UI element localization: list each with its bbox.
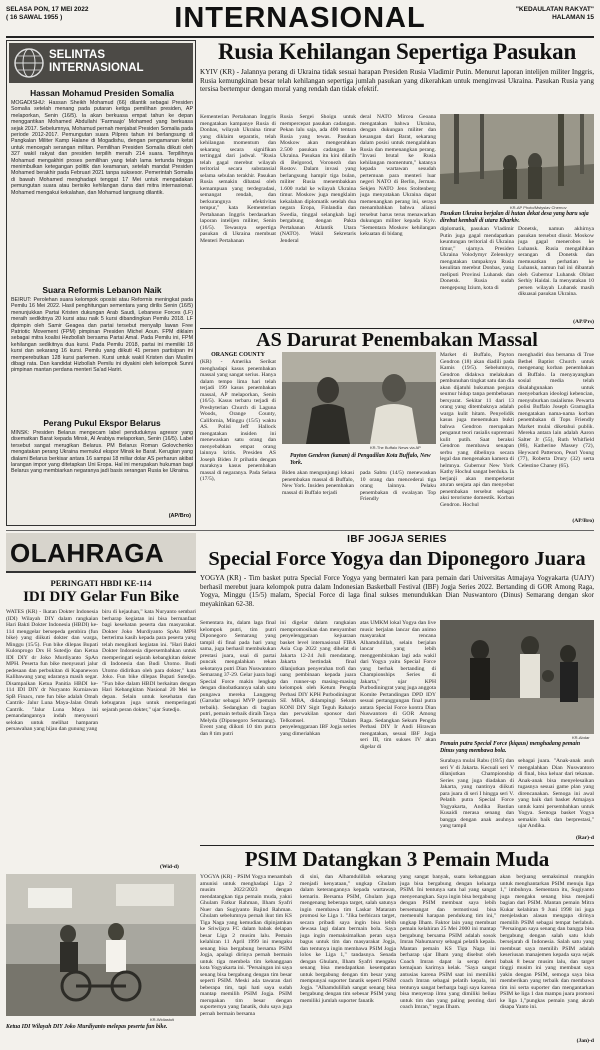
sf-col4: Surabaya mulai Rabu (18/5) dan seri V di Jakarta. Kecuali seri V dilanjutkan Championship Series yang juga diadakan di Jakarta, yang nantinya diikuti para juara di seri I hingga seri V. Pelatih putra Special Force Yogyakarta, Andika Bastian Kusaidi merasa senang dan bangga dengan anak asuhnya yang tampil [440,758,514,829]
olahraga-caption: Ketua IDI Wilayah DIY Joko Murdiyanto melepas peserta fun bike. [6,1024,168,1030]
psim-col1: YOGYA (KR) - PSIM Yogya menambah amunisi untuk menghadapi Liga 2 musim 2022/2023 dengan mendatangkan tiga pemain muda, yakni Ghulam Fatkur Rahman, Ilham Syafri Nuer dan Sugiyanto Bajind Rahman. Ghulam sebelumnya pernah ikut tim KS Tiga Naga yang kemudian dipinjamkan ke Sriwijaya FC dalam babak delapan besar Liga 2 musim lalu. Pemain kelahiran 11 April 1999 ini mengaku senang bisa bergabung bersama PSIM Jogja, apalagi dirinya pernah bermain untuk tiga membela tim kebanggaan kota Yogyakarta ini. "Persaingan ini saya senang bisa bergabung dengan tim besar seperti PSIM. Meski ada tawaran dari beberapa tim, tapi hati saya sudah mantap memilih PSIM Jogja. PSIM merupakan tim besar dengan suporternya yang fanatik, dulu saya juga pernah bermain bersama [200,874,292,1017]
masthead-rule [6,36,594,38]
newspaper-name: "KEDAULATAN RAKYAT" [515,6,594,13]
olahraga-photo [6,874,196,1016]
selintas-label-box [9,43,193,83]
sf-col2: ini digelar dalam rangkaian mempromosikan dan menyambut penyelenggaraan kejuaraan basket level internasional FIBA Asia Cup 2022 yang dihelat di Jakarta 12-24 Juli mendatang. Jakarta bertindak final dilanjutkan penyerahan trofi dan uang pembinaan kepada juara dan runner-up masing-masing kelompok oleh Ketum Pengda Perbasi DIY KPH Purbodiningrat SE MBA, didampingi Sekum KONI DIY Sigit Teguh Raharjo dan perwakilan sponsor dari Telkomsel. "Dalam penyelenggaraan IBF Jogja series yang dimeriahkan [280,620,356,737]
selintas-item3-title: Perang Pukul Ekspor Belarus [43,418,161,428]
selintas-credit: (AP/Bro) [168,513,191,519]
sf-photo [440,620,594,734]
as-photo [282,352,436,444]
as-headline: AS Darurat Penembakan Massal [256,329,538,351]
sf-col5: sebagai juara. "Anak-anak asuh mengalahkan Dian Nuswantoro di final, bisa keluar dari tekanan. Anak-anak bisa menyelesaikan tugasnya sesuai game plan yang direncanakan. Semoga ini awal yang baik dari basket Atmajaya untuk kami persembahkan untuk Yogya. Semoga basket Yogya semakin baik dan berprestasi," ujar Andika. [518,758,594,829]
rusia-caption: Pasukan Ukraina berjalan di hutan dekat desa yang baru saja direbut kembali di utara Kharkiv. [440,211,589,224]
psim-credit: (Jan)-d [576,1038,594,1044]
section-title: INTERNASIONAL [174,2,426,34]
rusia-credit: (AP/Prs) [573,319,594,325]
rusia-headline: Rusia Kehilangan Sepertiga Pasukan [217,39,577,64]
globe-icon [13,46,45,80]
olahraga-col2: biru di kejauhan," kata Nuryanto sembari berharap kegiatan ini bisa bermanfaat bagi kesehatan peserta dan masyarakat. Dokter Joko Murdiyanto SpAn MPH berterima kasih kepada para peserta yang telah mengikuti kegiatan ini. "Hari Bakti Dokter Indonesia dipersembahkan untuk memperingati sejarah kebangkitan dokter di Indonesia dan Budi Utomo. Budi Utomo didirikan oleh para dokter," kata Joko. Fun bike dilepas Bupati Sutedjo. "Fun bike dalam HBDI berkaitan dengan Hari Kebangkitan Nasional 20 Mei ke depan. Selain untuk kesehatan dan kebugaran juga untuk memperingati sejarah peran dokter," ujar Sutedjo. [102,609,196,713]
masthead-right-block [470,6,594,21]
rusia-col5: Donetsk, namun akhirnya pasukan tersebut diusir. Moskow juga gagal menerobos ke Luhansk. Rusia mengalihkan serangan di Donetsk dan memusatkan perhatian ke Luhansk, namun hal ini dibantah oleh Gubernur Luhansk Oblast Serhiy Haidai. Ia menyatakan 10 persen wilayah Luhansk masih dikuasai pasukan Ukraina. [518,226,594,297]
masthead-date-block [6,6,136,21]
as-col2: Biden akan mengunjungi lokasi penembakan massal di Buffalo, New York. Insiden penembakan massal di Buffalo terjadi [282,470,354,496]
issue-date: SELASA PON, 17 MEI 2022 [6,6,89,13]
psim-headline: PSIM Datangkan 3 Pemain Muda [244,847,550,871]
sf-lead: YOGYA (KR) - Tim basket putra Special Force Yogya yang bermateri kan para pemain dari Universitas Atmajaya Yogyakarta (UAJY) berhasil merebut juara kelompok putra dalam Indonesian Basketball Festival (IBF) Jogja Series 2022. Bertanding di GOR Among Raga, Yogya, Minggu (15/5) malam, Special Force di laga final sukses menundukkan Dian Nuswantoro (Dinus) Semarang dengan skor meyakinkan 62-38. [200,574,594,608]
rusia-col3: deral NATO Mircea Geoana mengatakan bahwa Ukraina, dengan dukungan militer dan keuangan dari Barat, sekarang dalam posisi untuk mengalahkan Rusia dan memenangkan perang. "Invasi brutal ke Rusia kehilangan momentum," katanya kepada wartawan sesudah pertemuan para menteri luar negeri NATO di Berlin, Jerman. Sekjen NATO Jens Stoltenberg juga menyatakan Ukraina dapat memenangkan perang ini, seraya menambahkan bahwa aliansi tersebut harus terus menawarkan dukungan militer kepada Kyiv. "Sementara Moskow kehilangan kekuatan di bidang [360,114,436,237]
rusia-col1: Kementerian Pertahanan Inggris mengatakan kampanye Rusia di Donbas, wilayah Ukraina timur yang diklaim separatis, telah kehilangan momentum dan sekarang secara signifikan tertinggal dari jadwal. "Rusia telah gagal merebut wilayah teritorial secara substansial selama sebulan terakhir. Pasukan Rusia semakin dibatasi oleh kemampuan yang terdegradasi, semangat rendah, dan berkurangnya efektivitas tempur," kata Kementerian Pertahanan Inggris berdasarkan laporan intelijen militer, Senin (16/5). Tewasnya sepertiga pasukan di Ukraina membuat Menteri Pertahanan [200,114,276,244]
rusia-col4: diplomatik, pasukan Vladimir Putin juga gagal mendapatkan keuntungan teritorial di Ukraina timur," ujarnya. Presiden Ukraina Volodymyr Zelenskyy mengatakan tampaknya Rusia kesulitan merebut Donbas, yang meliputi Provinsi Luhansk dan Donetsk. Rusia sudah mengepung Izium, kota di [440,226,514,291]
selintas-item3-body: MINSK: Presiden Belarus mengecam label penduduknya agresor yang disematkan Barat kepada Minsk, Al Arabiya melaporkan, Senin (16/5). Label tersebut sangat merugikan Belarus. PM Belarus Roman Golovchenko mengatakan perang Ukraina memukul ekspor Minsk ke Barat. Kerugian yang dialami Belarus berkisar antara 16 sampai 18 miliar dolar AS perharun akibat larangan impor yang ditetapkan Uni Eropa. Hal ini merupakan hukuman bagi Belarus yang membiarkan negaranya jadi basis serangan Rusia ke Ukraina. [11,430,193,475]
as-photo-credit: KR-The Buffalo News via AP [370,445,421,450]
as-col1: (KR) - Amerika Serikat menghadapi kasus penembakan massal yang sangat serius. Hanya dalam tempo lima hari telah terjadi 199 kasus penembakan massal, AP melaporkan, Senin (16/5). Kasus terbaru terjadi di Presbyterian Church di Laguna Woods, Orange County, California, Minggu (15/5) waktu AS. Polisi Jeff Hallock mengatakan insiden ini menewaskan satu orang dan menyebabkan empat orang lainnya kritis. Presiden AS Joseph Biden Jr prihatin dengan maraknya kasus penembakan massal di negaranya. Pada Selasa (17/5), [200,359,276,482]
sf-caption: Pemain putra Special Force (kiqaus) menghadang pemain Dinus yang membawa bola. [440,741,581,754]
psim-col2: di sini, dan Alhamdulillah sekarang menjadi kenyataan," ungkap Ghulam dalam keterangannya kepada wartawan, kemarin. Bersama PSIM, Ghulam juga mengenang beberapa target, salah satunya ingin membawa tim Laskar Mataram promosi ke Liga 1. "Jika berbicara target, secara pribadi saya ingin bisa lebih dewasa lagi dalam bermain bola. Saya juga ingin memaksimalkan peran saya bagus untuk tim dan masyarakat Jogja, dan tentunya ingin membawa PSIM Jogja lolos ke Liga 1," tandasnya. Senada dengan Ghulam, Ilham Syafri mengaku senang bisa mendapatkan kesempatan untuk bergabung dengan tim besar yang mempunyai suporter fanatik seperti PSIM Jogja. "Alhamdulillah sangat senang bisa bergabung dengan tim sebesar PSIM yang memiliki jumlah suporter fanatik [300,874,396,1004]
sf-credit: (Rar)-d [575,835,594,841]
as-col3: pada Sabtu (14/5) menewaskan 10 orang dan mencederai tiga orang lainnya. Pelaku penembakan di swalayan Top Friendly [360,470,436,502]
sf-photo-credit: KR-Abdar [572,735,590,740]
as-dateline: ORANGE COUNTY [211,352,265,358]
rusia-photo-credit: KR-AP Photo/Mstyslav Chernov [510,205,567,210]
selintas-label: SELINTAS INTERNASIONAL [49,49,144,74]
psim-col3: yang sangat banyak, suatu kebanggaan juga bisa bergabung dengan keluarga PSIM. Ini tentunya satu hal yang sangat menyenangkan. Saya ingin bisa bergabung dengan PSIM membuat saya lebih bersemangat dan termotivasi bisa memenuhi harapan pendukung tim ini," ungkap Ilham. Faktor lain yang membuat pemain kelahiran 25 Mei 2000 ini mantap bergabung bersama PSIM adalah sosok Imran Nahumarury sebagai pelatih kepala. Mantan pemain KS Tiga Naga ini berharap ujar Ilham yang disebut oleh Coach Imran dapat ia serap demi kemajuan karirnya kelak. "Saya sangat antusias karena PSIM saat ini memiliki coach Imran sebagai pelatih kepala, ini tentunya sangat berharga bagi saya karena bisa menyerap ilmu yang dimiliki beliau untuk tim dan yang paling penting dari coach Imran," tegas Ilham. [400,874,496,1010]
selintas-item1-body: MOGADISHU: Hassan Sheikh Mohamud (66) dilantik sebagai Presiden Somalia setelah menang pada putaran ketiga pemilihan presiden, AP melaporkan, Senin (16/5). Ia akan berkuasa empat tahun ke depan menggantikan Mohamed Abdullahi 'Farmaajo' Mohamed yang berkuasa sejak 2017. Sebelumnya, Mohamud pernah menjabat Presiden Somalia pada periode 2012-2017. Pemungutan suara Pilpres tahun ini berlangsung di Pangkalan Militer Kamp Halane di Mogadishu, dengan pengamanan ketat untuk mencegah serangan militan. Pemilihan Presiden Somalia diikuti oleh 327 wakil rakyat dan presiden terpilih meraih 214 suara. Terpilihnya Mohamud mengakhiri proses pemilihan yang telah lama tertunda hingga menimbulkan ketegangan politik dan keamanan, setelah mandat Presiden Mohamed berakhir pada Februari 2021 tanpa suksesor. Pemerintah Somalia di bawah Mohamed menghadapi tenggat 17 Mei untuk mengadakan pemungutan suara atau berisiko kehilangan dana dari mitra internasional. Mohamed mengakui kekalahan, dan Mohamud langsung dilantik. [11,100,193,196]
olahraga-kicker: PERINGATI HBDI KE-114 [50,578,152,588]
selintas-item2-body: BEIRUT: Perolehan suara kelompok oposisi atau Reformis meningkat pada Pemilu 16 Mei 2022. Hasil penghitungan sementara yang dirilis Senin (16/5) menunjukkan Partai Kristen dukungan Arab Saudi, Lebanese Forces (LF) meraih sedikitnya 20 kursi atau naik 5 kursi dibandingkan Pemilu 2018. LF dipimpin oleh Samir Geagea dan partai tersebut menyalip lawan Free Patriotic Movement (FPM) pimpinan Presiden Michel Aoun. FPM diklaim sebagai mitra koalisi Hezbollah bersama Partai Amal. Pada Pemilu ini, FPM kehilangan sedikitnya dua kursi. Pada Pemilu 2018, partai ini memiliki 18 kursi dan sekarang 16 kursi. Pemilu yang diikuti 41 persen partisipan ini memperebutkan 128 kursi parlemen. Kursi untuk wakil Kristen dan Muslim dibagi rata. Dan kandidat Hizbollah Pemilu ini diyakini oleh kelompok Sunni pimpinan mantan perdana menteri Sa'ad Hariri. [11,297,193,374]
olahraga-headline: IDI DIY Gelar Fun Bike [23,589,179,605]
as-col4: Market di Buffalo, Payton Gendron (18) akan diadili pada Kamis (19/5). Sebelumnya, Gendron didakwa melakukan pembunuhan tingkat satu dan dia akan dijatuhi hukuman penjara seumur hidup tanpa pembebasan bersyarat. Sekitar 11 dari 13 orang yang ditembaknya adalah warga kulit hitam. Penyelidik kasus juga menemukan bukti bahwa Gendron merupakan penganut teori rasialis supremasi kulit putih. Saat beraksi Gendron membawa senapan serbu yang dibelinya secara legal dan mengenakan kamera di helmnya. Gubernur New York Kathy Hochul sangat berduka. Ia berjanji akan memperketat aturan senjata api dan menyebut penembakan tersebut sebagai aksi terorisme domestik. Korban Gendron. Hochul [440,352,514,508]
rusia-col2: Rusia Sergei Shoigu untuk mempercepat pasukan cadangan. Pekan lalu saja, ada 400 tentara Rusia yang tewas. Pasukan Moskow akan mengerahkan 2.500 pasukan cadangan ke Ukraina. Pasukan itu kini dilatih di Belgorod, Voronezh dan Rostov. Dalam invasi yang berlangsung hampir tiga bulan, militer Rusia menembakkan 1.600 rudal ke wilayah Ukraina timur. Moskow juga mengklaim kekalahan diplomatik setelah dua negara Eropa, Finlandia dan Swedia, tinggal selangkah lagi bergabung dengan Pakta Pertahanan Atlantik Utara (NATO). Wakil Sekretaris Jenderal [280,114,356,244]
page-number: HALAMAN 15 [552,14,594,21]
rusia-photo [440,114,594,204]
issue-hijri-date: ( 16 SAWAL 1955 ) [6,14,63,21]
olahraga-label: OLAHRAGA [10,538,165,568]
selintas-sidebar [6,40,196,526]
selintas-item1-title: Hassan Mohamud Presiden Somalia [30,88,174,98]
sf-headline: Special Force Yogya dan Diponegoro Juara [208,548,586,570]
sf-col3: atas UMKM lokal Yogya dan live music berjalan lancar dan animo masyarakat rencana Alhamdulillah, selain berjalan lancar yang lebih menggembirakan lagi ada wakil dari Yogya yaitu Special Force yang berhak bertanding di Championships Series di Jakarta," ujar KPH Purbodiningrat yang juga anggota Komite Pertandingan DPD IDY sesuai pertanggungan final putra antara Special Force kontra Dian Nuswantoro di GOR Among Raga. Sedangkan Sekum Pengda Perbasi DIY Ir Andi Hirawan mengatakan, sesuai IBF Jogja seri III, tim sukses IV akan digelar di [360,620,436,750]
olahraga-photo-credit: KR-Widiastuti [150,1017,175,1022]
as-caption: Payton Gendron (kanan) di Pengadilan Kota Buffalo, New York. [290,453,431,466]
olahraga-col1: WATES (KR) - Ikatan Dokter Indonesia (IDI) Wilayah DIY dalam rangkaian Hari Bakti Dokter Indonesia (HBDI) ke-114 menggelar bersepeda gembira (fun bike) yang diikuti dokter dan warga, Minggu (15/5). Fun bike dilepas Bupati Kulonprogo Drs H Sutedjo dan Ketua IDI DIY dr Joko Murdiyanto SpAn MPH. Peserta fun bike menyusuri jalur pedesaan dan perbukitan di Kapanewon Kalibawang yang udaranya masih segar. Disampaikan Ketua Panitia HBDI ke-114 IDI DIY dr Nuryanto Kurniawan SpB Finacs, rute fun bike adalah Omah Cantrik- Jalur Luna Maya-Jalan Omah Cantrik. "Jalur Luna Maya ini pemandangannya indah menyusuri selokan untuk melihat hamparan persawahan yang hijau dan gunung yang [6,609,98,732]
selintas-item2-title: Suara Reformis Lebanon Naik [42,285,162,295]
sf-col1: Sementara itu, dalam laga final kelompok putri, tim putri Diponegoro Semarang yang tampil di final pada hari yang sama, juga berhasil membukukan prestasi juara, usai di partai puncak mengalahkan rekan sekotanya putri Dian Nuswantoro Semarang 37-29. Gelar juara bagi Special Force makin lengkap dengan dinobatkannya salah satu pungawa mereka Langgeng (Garudar sebagai MVP (pemain terbaik). Sedangkan di bagian putri, pemain terbaik diraih Tasya Melyda (Diponegoro Semarang). Event yang diikuti 10 tim putra dan 8 tim putri [200,620,276,737]
section-divider [6,530,594,531]
psim-col4: akan berjuang semaksimal mungkin untuk menghantarkan PSIM menuju liga 1," imbuhnya. Sementara itu, Sugiyanto juga mengaku senang bisa menjadi bagian dari PSIM. Mantan pemain Mitra Kukar kelahiran 9 Juni 1998 ini juga menjelaskan alasan mengapa dirinya memilih PSIM sebagai tempat berlabuh. "Persaingan saya senang dan bangga bisa bergabung dengan salah satu klub bersejarah di Indonesia. Salah satu yang membuat saya memilih PSIM adalah keseriusan manajemen kepada saya sejak babak 8 besar musim lalu, dan target tinggi musim ini yang membuat saya yakin dengan PSIM, semoga saya bisa memberikan yang terbaik dan membawa tim ini serta suporter dan mengantarkan PSIM ke liga 1 dan mampu juara promosi ke liga 1,"pungkas pemain yang akrab disapa Yanto ini. [500,874,594,1010]
as-col5: menghadiri doa bersama di True Bethel Baptist Church untuk mengenang korban penembakan di Buffalo. Ia menyayangkan sosial media telah disalahgunakan untuk menyebarkan ideologi kebencian, menyuburkan rasialisme. Pewarta polisi Buffalo Joseph Gramaglia mengatakan nama-nama korban penembakan di Tops Friendly Market mulai diketahui publik. Mereka antara lain adalah Aaron Salter Jr (55), Ruth Whitfield (86), Katherine Massey (72), Heyward Patterson, Pearl Young (77), Roberta Drury (32) serta Celestine Chaney (65). [518,352,594,469]
olahraga-credit: (Wid-d) [160,864,179,870]
as-credit: (AP/Bro) [572,518,594,524]
rusia-lead: KYIV (KR) - Jalannya perang di Ukraina tidak sesuai harapan Presiden Rusia Vladimir Putin. Menurut laporan intelijen militer Inggris, Rusia kemungkinan besar telah kehilangan sepertiga jumlah pasukan yang dikerahkan untuk menginvasi Ukraina. Pasukan Rusia yang tersisa bertempur dengan moral yang rendah dan tidak efektif. [200,68,594,94]
olahraga-section-box [6,533,196,573]
sf-series: IBF JOGJA SERIES [347,534,447,545]
